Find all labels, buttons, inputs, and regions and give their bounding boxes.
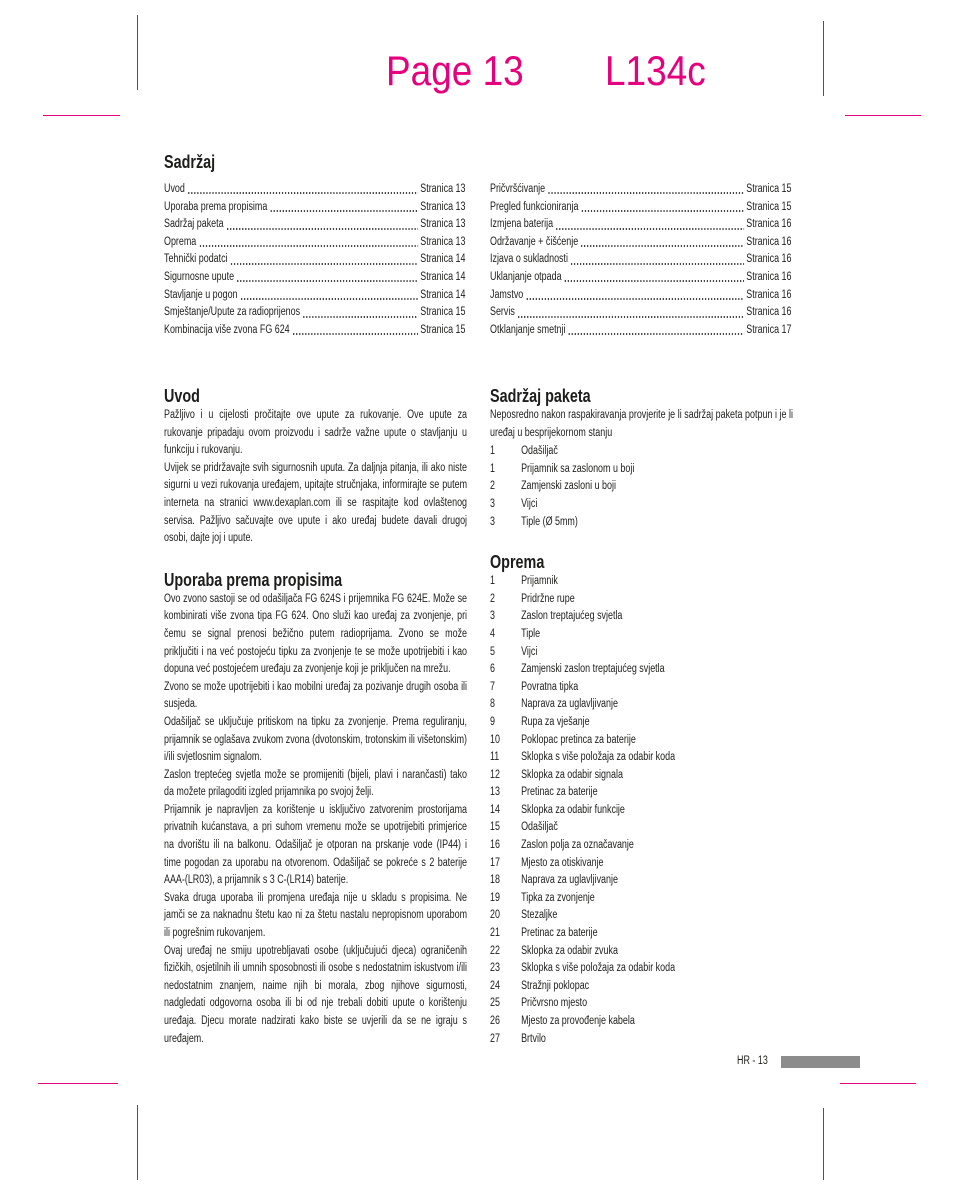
toc-entry [490,216,791,234]
item-label: Rupa za vješanje [521,715,590,728]
section-body [164,591,467,1048]
item-number: 21 [490,927,500,940]
item-label: Zaslon treptajućeg svjetla [521,610,623,623]
model-title: L134c [605,47,706,94]
toc-entry-label: Uvod [164,183,185,195]
section-heading: Sadržaj paketa [490,385,591,406]
item-label: Sklopka za odabir signala [521,768,623,781]
toc-entry-label: Servis [490,306,515,319]
item-label: Vijci [521,497,538,510]
item-label: Pretinac za baterije [521,786,598,799]
list-item [490,767,793,785]
equipment-list [490,573,793,1048]
item-number: 9 [490,715,495,728]
list-item [490,872,793,890]
toc-entry [164,287,465,305]
item-label: Vijci [521,645,538,658]
item-label: Zamjenski zasloni u boji [521,480,616,493]
paragraph: Prijamnik je napravljen za korištenje u isključivo zatvorenim prostorijama privatnih kućanstava, a pri suhom vremenu može se upotrijebiti primjerice na dvorištu ili na balkonu. Odašiljač je otporan na prskanje vode (IP44) i time pogodan za uporabu na otvorenom. Odašiljač se pokreće s 2 baterije AAA-(LR03), a prijamnik s 3 C-(LR14) baterije. [164,803,468,887]
package-contents-list [490,443,793,531]
item-label: Pretinac za baterije [521,927,598,940]
item-label: Sklopka s više položaja za odabir koda [521,962,676,975]
list-item [490,732,793,750]
toc-dot-leader [226,228,418,230]
toc-dot-leader [270,210,418,212]
toc-entry [164,216,465,234]
list-item [490,925,793,943]
paragraph: Zaslon treptećeg svjetla može se promijeniti (bijeli, plavi i narančasti) tako da možete prilagoditi izgled prijamnika po svojoj želji. [164,768,468,799]
list-item [490,943,793,961]
item-number: 24 [490,979,500,992]
item-label: Prijamnik sa zaslonom u boji [521,462,635,475]
list-item [490,907,793,925]
item-label: Tiple [521,627,541,640]
item-quantity: 1 [490,445,495,458]
list-item [490,644,793,662]
item-label: Tiple (Ø 5mm) [521,515,578,528]
toc-entry-page: Stranica 13 [420,200,466,213]
list-item [490,784,793,802]
toc-entry-label: Smještanje/Upute za radioprijenos [164,306,301,319]
item-number: 15 [490,821,500,834]
toc-entry-page: Stranica 13 [420,218,466,231]
toc-entry-page: Stranica 16 [746,218,792,231]
list-item [490,696,793,714]
toc-entry-page: Stranica 15 [420,323,466,336]
list-item [490,749,793,767]
toc-dot-leader [564,280,744,282]
paragraph: Svaka druga uporaba ili promjena uređaja nije u skladu s propisima. Ne jamči se za naknadnu štetu kao ni za štetu nastalu nepropisnom uporabom ili pogrešnim rukovanjem. [164,891,468,940]
paragraph: Ovo zvono sastoji se od odašiljača FG 624S i prijemnika FG 624E. Može se kombinirati više zvona tipa FG 624. Ono služi kao uređaj za zvonjenje, pri čemu se signal prenosi bežično putem radioprijama. Zvono se može priključiti i na već postojeću tipku za zvonjenje te se može upotrijebiti i kao dopuna već postojećem uređaju za zvonjenje koji je priključen na mrežu. [164,592,468,676]
paragraph: Odašiljač se uključuje pritiskom na tipku za zvonjenje. Prema reguliranju, prijamnik se oglašava zvukom zvona (dvotonskim, trotonskim ili višetonskim) i/ili svjetlosnim signalom. [164,715,468,764]
item-label: Poklopac pretinca za baterije [521,733,636,746]
list-item [490,837,793,855]
item-quantity: 2 [490,480,495,493]
toc-left-column [164,181,465,339]
toc-entry [164,181,465,199]
toc-entry-page: Stranica 14 [420,270,466,283]
toc-dot-leader [240,298,418,300]
list-item [490,1031,793,1049]
item-number: 8 [490,698,495,711]
toc-entry-page: Stranica 16 [746,306,792,319]
item-label: Zamjenski zaslon treptajućeg svjetla [521,663,665,676]
paragraph: Pažljivo i u cijelosti pročitajte ove upute za rukovanje. Ove upute za rukovanje pripadaju ovom proizvodu i sadrže važne upute o stavljanju u funkciju i rukovanju. [164,409,468,457]
item-number: 3 [490,610,495,623]
section-sadrzaj-paketa [490,386,793,531]
item-number: 1 [490,575,495,588]
item-number: 13 [490,786,500,799]
toc-dot-leader [292,333,418,335]
toc-entry [164,199,465,217]
item-number: 2 [490,592,495,605]
toc-entry-label: Izjava o sukladnosti [490,253,568,266]
crop-mark [823,1108,824,1180]
list-item [490,478,793,496]
right-column [490,386,793,1048]
item-label: Sklopka s više položaja za odabir koda [521,751,676,764]
item-label: Prijamnik [521,575,558,588]
crop-mark [845,115,921,116]
item-quantity: 3 [490,497,495,510]
list-item [490,890,793,908]
crop-mark [43,115,120,116]
toc-dot-leader [581,210,744,212]
toc-entry [490,269,791,287]
section-uvod [164,386,467,548]
item-label: Brtvilo [521,1032,546,1045]
toc-entry-label: Uporaba prema propisima [164,200,268,213]
toc-dot-leader [570,263,744,265]
toc-dot-leader [230,263,418,265]
footer-page-number: HR - 13 [737,1055,768,1067]
toc-entry-label: Kombinacija više zvona FG 624 [164,323,290,336]
crop-mark [823,21,824,96]
item-number: 20 [490,909,500,922]
list-item [490,661,793,679]
toc-entry-label: Izmjena baterija [490,218,554,231]
section-heading: Oprema [490,551,545,573]
list-item [490,978,793,996]
toc-entry-page: Stranica 16 [746,235,792,248]
section-body [164,407,467,548]
item-label: Odašiljač [521,821,558,834]
list-item [490,514,793,532]
item-quantity: 1 [490,462,495,475]
toc-dot-leader [187,192,418,194]
item-number: 7 [490,680,495,693]
toc-entry [164,322,465,340]
toc-entry-page: Stranica 15 [420,306,466,319]
toc-entry-label: Stavljanje u pogon [164,288,238,301]
item-number: 12 [490,768,500,781]
toc-entry-label: Pričvršćivanje [490,183,546,195]
paragraph: Neposredno nakon raspakiravanja provjerite je li sadržaj paketa potpun i je li uređaj u besprijekornom stanju [490,409,794,439]
list-item [490,995,793,1013]
item-label: Mjesto za provođenje kabela [521,1015,635,1027]
item-number: 23 [490,962,500,975]
toc-entry-label: Sigurnosne upute [164,270,235,283]
toc-heading-block [164,152,467,173]
list-item [490,714,793,732]
toc-entry-page: Stranica 13 [420,183,466,195]
toc-dot-leader [302,316,418,318]
toc-entry-page: Stranica 16 [746,288,792,301]
toc-entry [164,251,465,269]
item-number: 6 [490,663,495,676]
toc-entry [490,251,791,269]
item-number: 17 [490,856,500,869]
list-item [490,461,793,479]
item-quantity: 3 [490,515,495,528]
toc-dot-leader [547,192,743,194]
list-item [490,573,793,591]
toc-entry [164,304,465,322]
item-number: 5 [490,645,495,658]
item-label: Stražnji poklopac [521,979,590,992]
item-number: 10 [490,733,500,746]
toc-dot-leader [517,316,744,318]
item-label: Odašiljač [521,445,558,458]
toc-dot-leader [199,245,418,247]
toc-entry-label: Uklanjanje otpada [490,270,562,283]
item-number: 19 [490,891,500,904]
list-item [490,443,793,461]
paragraph: Uvijek se pridržavajte svih sigurnosnih uputa. Za daljnja pitanja, ili ako niste sigurni u vezi rukovanja uređajem, upitajte stručnjaka, informirajte se putem interneta na stranici www.dexaplan.com ili se raspitajte kod ovlaštenog servisa. Pažljivo sačuvajte ove upute i ako uređaj budete davali drugoj osobi, dajte joj i upute. [164,461,468,545]
toc-entry-label: Pregled funkcioniranja [490,200,579,213]
toc-entry-page: Stranica 16 [746,270,792,283]
item-number: 27 [490,1032,500,1045]
toc-entry-label: Oprema [164,235,197,248]
item-label: Sklopka za odabir zvuka [521,944,618,957]
crop-mark [137,1105,138,1180]
footer-bar [781,1056,860,1068]
list-item [490,679,793,697]
list-item [490,960,793,978]
item-label: Zaslon polja za označavanje [521,839,634,852]
list-item [490,802,793,820]
crop-mark [840,1083,916,1084]
item-label: Pričvrsno mjesto [521,997,588,1010]
toc-entry [490,181,791,199]
toc-entry-label: Održavanje + čišćenje [490,235,579,248]
list-item [490,591,793,609]
item-number: 11 [490,751,500,764]
section-oprema [490,552,793,1048]
left-column [164,386,467,1048]
toc-right-column [490,181,791,339]
toc-dot-leader [236,280,418,282]
item-label: Naprava za uglavljivanje [521,698,618,711]
list-item [490,819,793,837]
toc-entry [164,234,465,252]
item-number: 22 [490,944,500,957]
toc-entry-page: Stranica 16 [746,253,792,266]
toc-dot-leader [555,228,744,230]
toc-dot-leader [526,298,744,300]
list-item [490,608,793,626]
list-item [490,496,793,514]
item-number: 26 [490,1015,500,1027]
toc-entry [490,199,791,217]
toc-entry-page: Stranica 13 [420,235,466,248]
paragraph: Ovaj uređaj ne smiju upotrebljavati osobe (uključujući djeca) ograničenih fizičkih, osjetilnih ili umnih sposobnosti ili osobe s nedostatnim iskustvom i/ili nedostatnim znanjem, naime njih bi morala, zbog njihove sigurnosti, nadgledati odgovorna osoba ili bi od nje trebali dobiti upute o korištenju uređaja. Djecu morate nadzirati kako biste se uvjerili da se ne igraju s uređajem. [164,944,468,1045]
toc-entry-label: Sadržaj paketa [164,218,224,231]
paragraph: Zvono se može upotrijebiti i kao mobilni uređaj za pozivanje drugih osoba ili susjeda. [164,680,468,711]
list-item [490,1013,793,1031]
item-label: Sklopka za odabir funkcije [521,803,625,816]
item-number: 16 [490,839,500,852]
crop-mark [137,15,138,90]
page-number-title: Page 13 [386,47,524,94]
item-label: Povratna tipka [521,680,579,693]
item-label: Naprava za uglavljivanje [521,874,618,887]
toc-entry [164,269,465,287]
item-label: Mjesto za otiskivanje [521,856,604,869]
item-label: Stezaljke [521,909,558,922]
item-number: 25 [490,997,500,1010]
toc-entry [490,234,791,252]
item-number: 4 [490,627,495,640]
toc-dot-leader [568,333,744,335]
toc-entry-page: Stranica 17 [746,323,792,336]
section-heading: Uporaba prema propisima [164,568,343,590]
toc-entry-label: Tehnički podatci [164,253,228,266]
toc-dot-leader [580,245,743,247]
toc-entry-page: Stranica 14 [420,288,466,301]
item-label: Tipka za zvonjenje [521,891,595,904]
toc-entry [490,304,791,322]
list-item [490,855,793,873]
item-label: Pridržne rupe [521,592,575,605]
item-number: 14 [490,803,500,816]
toc-entry-page: Stranica 15 [746,200,792,213]
toc-entry-label: Jamstvo [490,288,524,301]
toc-entry-page: Stranica 14 [420,253,466,266]
item-number: 18 [490,874,500,887]
list-item [490,626,793,644]
section-heading: Uvod [164,385,200,406]
toc-entry [490,287,791,305]
toc-heading: Sadržaj [164,151,216,172]
toc-entry-page: Stranica 15 [746,183,792,195]
crop-mark [38,1083,118,1084]
toc-entry [490,322,791,340]
section-uporaba [164,570,467,1048]
toc-entry-label: Otklanjanje smetnji [490,323,566,336]
